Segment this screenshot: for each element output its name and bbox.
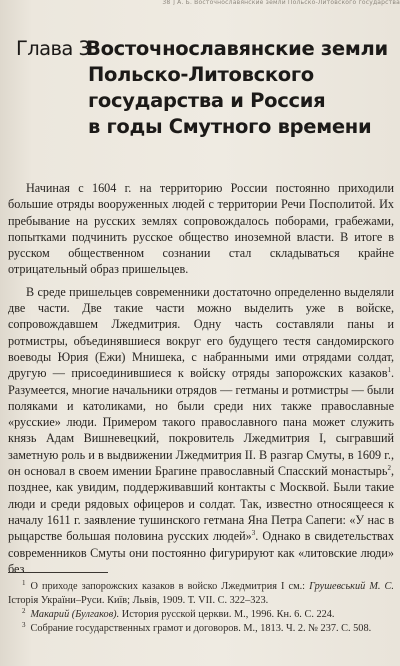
footnote-number: 2 [22,606,26,615]
footnote-1 [8,580,394,608]
paragraph-2-part: , позднее, как увидим, поддерживавший контакты с Москвой. Были такие люди и среди рядовых офицеров и солдат. Так, известно относящееся к началу 1611 г. заявление тушинского гетмана Яна Петра Сапеги: «У нас в рыцарстве большая половина русских людей» [8,464,394,544]
footnote-divider [8,572,108,573]
footnote-number: 3 [22,620,26,629]
footnote-text: О приходе запорожских казаков в войско Лжедмитрия I см.: [30,581,310,592]
chapter-title-line: государства и Россия [88,89,326,112]
running-head: 38 ] А. Б. Восточнославянские земли Польско-Литовского государства [162,0,400,6]
body-text [8,180,394,577]
chapter-title-line: Польско-Литовского [88,63,314,86]
paragraph-2-part: . Разумеется, многие начальники отрядов — гетманы и ротмистры — были поляками и католиками, но были среди них также православные «русские» люди. Примером такого православного пана может служить князь Адам Вишневецкий, покровитель Лжедмитрия I, сыгравший заметную роль и в выдвижении Лжедмитрия II. В разгар Смуты, в 1609 г., он основал в своем имении Брагине православный Спасский монастырь [8,366,394,479]
paragraph-2 [8,284,394,577]
chapter-heading [16,36,396,140]
footnote-author: Грушевський М. С. [309,581,394,592]
chapter-heading-line-1 [16,36,396,62]
footnote-number: 1 [22,578,26,587]
chapter-title-line: Восточнославянские земли [86,37,388,60]
footnote-3 [8,622,394,636]
footnote-text: Собрание государственных грамот и договоров. М., 1813. Ч. 2. № 237. С. 508. [30,623,372,634]
footnote-author: Макарий (Булгаков). [30,609,120,620]
footnote-ref-2: 2 [387,463,391,472]
chapter-title-line: в годы Смутного времени [88,115,372,138]
paragraph-1: Начиная с 1604 г. на территорию России постоянно приходили большие отряды вооруженных людей с территории Речи Посполитой. Их пребывание на русских землях сопровождалось поборами, грабежами, попытками подчинить русское общество иноземной власти. В итоге в русском общественном сознании стал складываться крайне отрицательный образ пришельцев. [8,181,394,277]
footnote-text: История русской церкви. М., 1996. Кн. 6. С. 224. [119,609,335,620]
footnote-ref-3: 3 [251,529,256,538]
chapter-label: Глава 3. [16,37,96,60]
paragraph-2-part: . Однако в свидетельствах современников Смуты они постоянно фигурируют как «литовские люди» без [8,529,394,576]
footnotes [8,580,394,636]
footnote-ref-1: 1 [387,366,391,375]
footnote-text: Історія України–Руси. Київ; Львів, 1909. Т. VII. С. 322–323. [8,595,269,606]
paragraph-2-part: В среде пришельцев современники достаточно определенно выделяли две части. Две такие части можно выделить уже в войске, сопровождавшем Лжедмитрия. Одну часть составляли паны и ротмистры, объединявшиеся вокруг его будущего тестя сандомирского воеводы Юрия (Ежи) Мнишека, с набранными ими отрядами солдат, другую — присоединившиеся к войску отряды запорожских казаков [8,284,394,381]
footnote-2 [8,608,394,622]
